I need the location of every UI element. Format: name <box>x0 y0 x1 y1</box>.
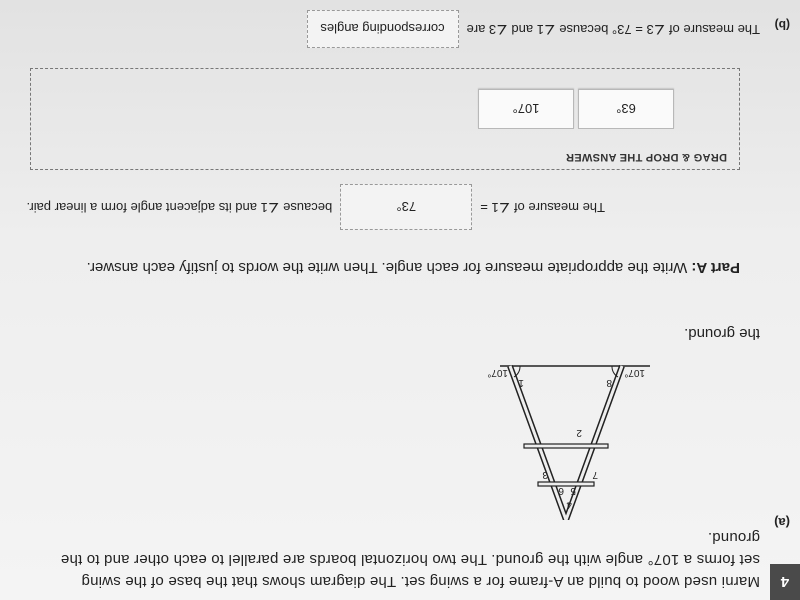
part-a-instructions <box>50 257 740 278</box>
part-a-heading: Part A: <box>691 259 740 276</box>
drag-drop-title: DRAG & DROP THE ANSWER <box>565 151 727 163</box>
angle-label-2: 2 <box>576 427 582 438</box>
answer-option-107[interactable]: 107° <box>478 89 574 129</box>
angle1-answer[interactable]: 73° <box>396 199 417 215</box>
part-a-text: Write the appropriate measure for each angle. Then write the words to justify each answer. <box>86 259 688 276</box>
prompt-continuation: the ground. <box>684 325 760 342</box>
upper-board <box>538 482 594 486</box>
drag-drop-panel <box>30 68 740 170</box>
angle1-justification: because ∠1 and its adjacent angle form a linear pair. <box>26 200 333 215</box>
angle-label-5: 5 <box>570 485 576 496</box>
part-b-label: (b) <box>774 18 790 32</box>
angle-label-4: 4 <box>566 499 572 510</box>
question-number-badge: 4 <box>770 564 800 600</box>
question-prompt: Marni used wood to build an A-frame for a swing set. The diagram shows that the base of the swing set forms a 107° angle with the ground. The two horizontal boards are parallel to each other and to the ground. <box>60 529 760 590</box>
angle1-prefix: The measure of ∠1 = <box>480 200 605 215</box>
answer-option-63[interactable]: 63° <box>578 89 674 129</box>
answer-options <box>478 89 674 129</box>
angle1-drop-target[interactable] <box>340 184 472 230</box>
angle-label-3: 3 <box>542 469 548 480</box>
part-b-answer[interactable]: corresponding angles <box>320 21 445 37</box>
lower-board <box>524 444 608 448</box>
angle-label-1: 1 <box>518 377 524 388</box>
part-b-row <box>299 10 760 48</box>
part-a-answer-row <box>26 184 605 230</box>
angle-107-right: 107° <box>487 367 508 378</box>
a-frame-diagram <box>460 350 660 520</box>
angle-label-6: 6 <box>558 485 564 496</box>
angle-label-8: 8 <box>606 377 612 388</box>
part-b-prefix: The measure of ∠3 = 73° because ∠1 and ∠3 are <box>466 22 760 37</box>
part-a-label: (a) <box>774 515 790 530</box>
angle-label-7: 7 <box>592 469 598 480</box>
angle-107-left: 107° <box>624 367 645 378</box>
part-b-drop-target[interactable] <box>307 10 459 48</box>
